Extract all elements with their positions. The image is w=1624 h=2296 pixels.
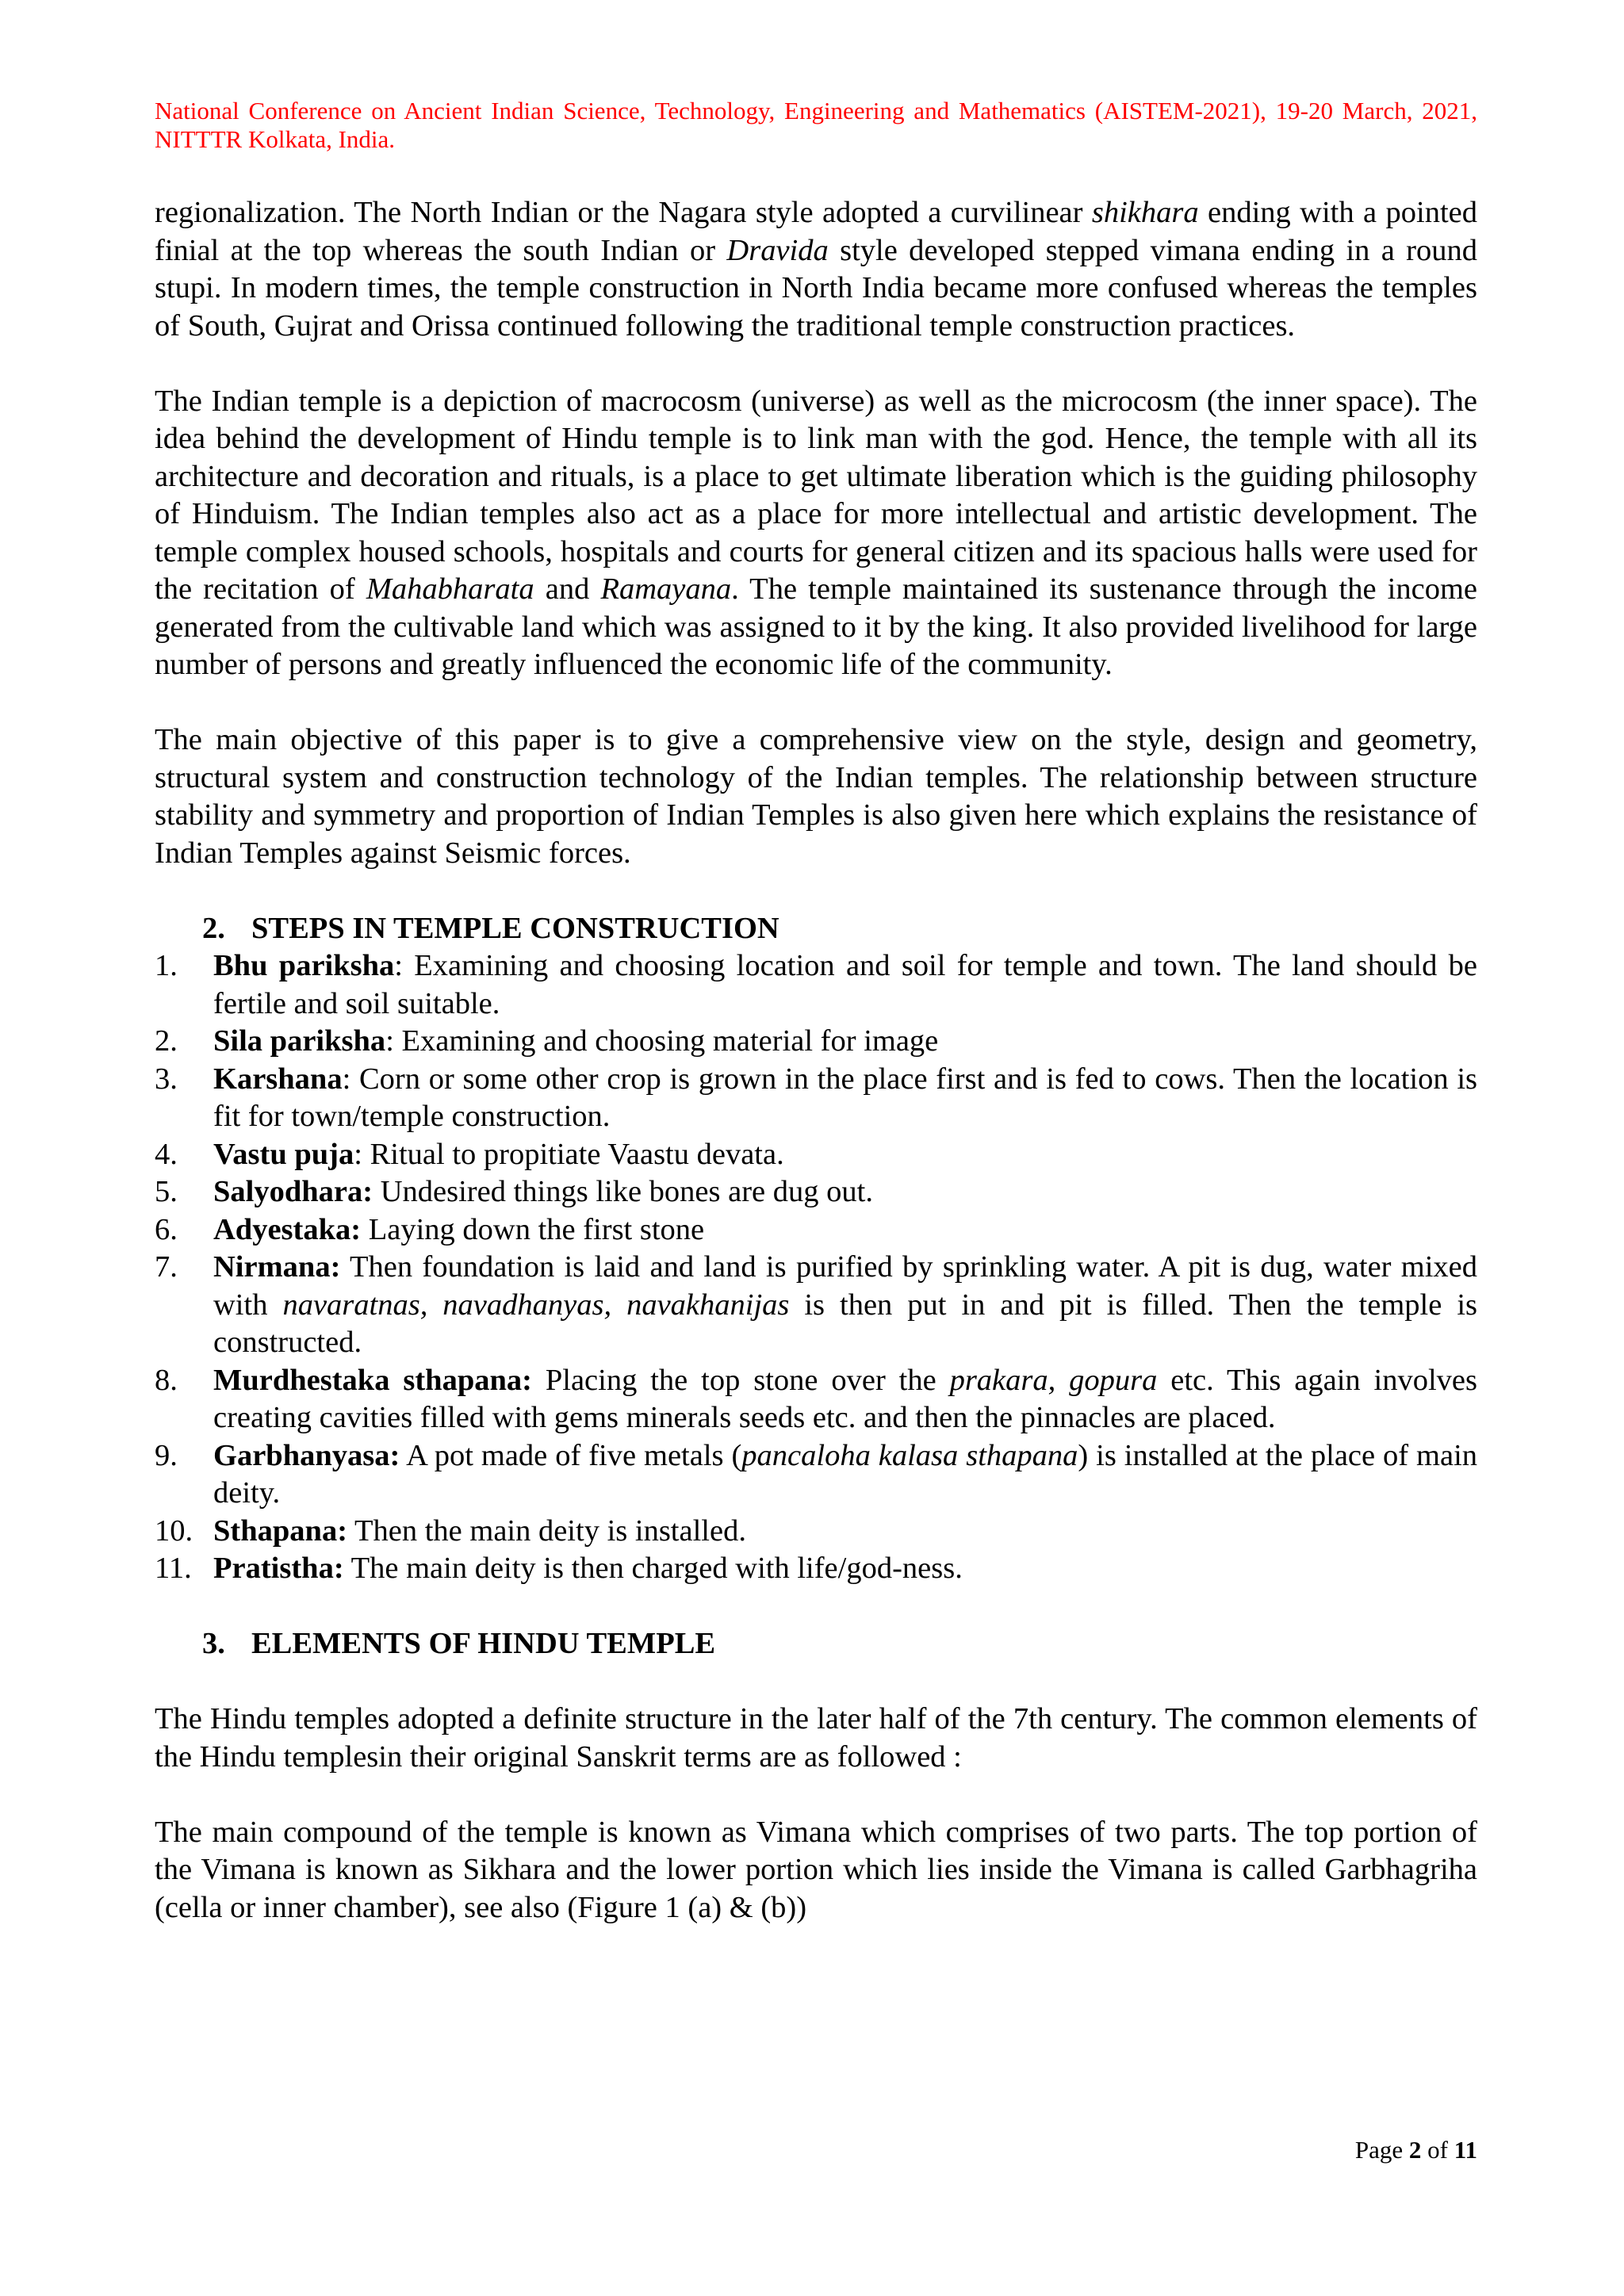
step-term: Garbhanyasa: [213, 1438, 400, 1472]
paragraph-objective: The main objective of this paper is to give a comprehensive view on the style, design and geometry, structural system and construction technology of the Indian temples. The relationship between structure stability and symmetry and proportion of Indian Temples is also given here which explains the resistance of Indian Temples against Seismic forces. [155, 723, 1477, 870]
steps-list [155, 947, 1477, 1588]
paragraph-vimana: The main compound of the temple is known as Vimana which comprises of two parts. The top portion of the Vimana is known as Sikhara and the lower portion which lies inside the Vimana is called Garbhagriha (cella or inner chamber), see also (Figure 1 (a) & (b)) [155, 1815, 1477, 1924]
total-page-count: 11 [1454, 2136, 1477, 2164]
step-text: The main deity is then charged with life/god-ness. [343, 1552, 963, 1585]
italic-term: shikhara [1091, 196, 1199, 229]
list-number: 6. [155, 1212, 178, 1246]
step-term: Nirmana: [213, 1250, 341, 1284]
section-number: 3. [202, 1627, 225, 1660]
section-heading-elements [155, 1625, 1477, 1663]
step-text: Undesired things like bones are dug out. [373, 1175, 873, 1208]
list-number: 11. [155, 1552, 192, 1585]
step-term: Sila pariksha [213, 1024, 386, 1058]
list-number: 8. [155, 1363, 178, 1397]
section-heading-steps [155, 910, 1477, 948]
step-term: Murdhestaka sthapana: [213, 1363, 532, 1397]
list-item [155, 1249, 1477, 1362]
section-number: 2. [202, 911, 225, 945]
text-run: style developed stepped vimana ending in a round stupi. In modern times, the temple construction in North India became more confused whereas the temples of South, Gujrat and Orissa continued following the traditional temple construction practices. [155, 233, 1477, 342]
footer-text: Page [1354, 2136, 1409, 2164]
italic-term: Mahabharata [366, 572, 534, 606]
section-title: ELEMENTS OF HINDU TEMPLE [251, 1627, 716, 1660]
conference-header-text: National Conference on Ancient Indian Science, Technology, Engineering and Mathematics (AISTEM-2021), 19-20 March, 2021, NITTTR Kolkata, India. [155, 97, 1477, 153]
italic-term: Ramayana [600, 572, 732, 606]
step-term: Sthapana: [213, 1513, 348, 1548]
list-number: 4. [155, 1137, 178, 1171]
italic-term: navaratnas, navadhanyas, navakhanijas [282, 1288, 790, 1322]
list-number: 1. [155, 949, 178, 982]
paragraph-regionalization [155, 194, 1477, 345]
list-item [155, 1136, 1477, 1174]
list-item [155, 1173, 1477, 1211]
list-number: 7. [155, 1250, 178, 1284]
list-item [155, 1550, 1477, 1588]
page-number-footer [1355, 2136, 1477, 2164]
list-number: 9. [155, 1438, 178, 1472]
step-text: : Ritual to propitiate Vaastu devata. [354, 1137, 784, 1171]
step-text: : Examining and choosing material for image [385, 1024, 939, 1058]
current-page-number: 2 [1408, 2136, 1422, 2164]
step-text: : Examining and choosing location and soil for temple and town. The land should be fertile and soil suitable. [213, 949, 1477, 1020]
text-run: . The temple maintained its sustenance through the income generated from the cultivable land which was assigned to it by the king. It also provided livelihood for large number of persons and greatly influenced the economic life of the community. [155, 572, 1477, 681]
italic-term: Dravida [726, 233, 829, 267]
step-term: Adyestaka: [213, 1212, 362, 1246]
paragraph-hindu-temples: The Hindu temples adopted a definite structure in the later half of the 7th century. The common elements of the Hindu templesin their original Sanskrit terms are as followed : [155, 1702, 1477, 1774]
step-text: Laying down the first stone [361, 1212, 705, 1246]
list-item [155, 1061, 1477, 1136]
step-term: Salyodhara: [213, 1175, 373, 1208]
step-text: ) is installed at the place of main deity. [213, 1438, 1478, 1510]
step-term: Karshana [213, 1062, 343, 1096]
list-number: 3. [155, 1062, 178, 1096]
footer-text: of [1421, 2136, 1454, 2164]
italic-term: prakara, gopura [949, 1363, 1158, 1397]
paragraph-indian-temple [155, 383, 1477, 684]
list-number: 10. [155, 1513, 193, 1548]
list-item [155, 1362, 1477, 1437]
step-text: : Corn or some other crop is grown in the place first and is fed to cows. Then the location is fit for town/temple construction. [213, 1062, 1477, 1133]
step-text: etc. This again involves creating cavities filled with gems minerals seeds etc. and then the pinnacles are placed. [213, 1363, 1477, 1434]
page-body [155, 194, 1477, 1927]
list-number: 5. [155, 1175, 178, 1208]
step-term: Pratistha: [213, 1552, 344, 1585]
step-text: Then the main deity is installed. [347, 1513, 746, 1548]
text-run: regionalization. The North Indian or the Nagara style adopted a curvilinear [155, 196, 1092, 229]
list-number: 2. [155, 1024, 178, 1058]
step-text: Then foundation is laid and land is purified by sprinkling water. A pit is dug, water mixed with [213, 1250, 1477, 1322]
section-title: STEPS IN TEMPLE CONSTRUCTION [251, 911, 779, 945]
step-term: Bhu pariksha [213, 949, 395, 982]
italic-term: pancaloha kalasa sthapana [741, 1438, 1078, 1472]
list-item [155, 1513, 1477, 1551]
step-text: is then put in and pit is filled. Then the temple is constructed. [213, 1288, 1477, 1359]
list-item [155, 947, 1477, 1023]
list-item [155, 1023, 1477, 1061]
text-run: ending with a pointed finial at the top whereas the south Indian or [155, 196, 1477, 267]
text-run: and [534, 572, 601, 606]
list-item [155, 1211, 1477, 1249]
step-text: Placing the top stone over the [531, 1363, 950, 1397]
conference-header [155, 97, 1477, 154]
step-term: Vastu puja [213, 1137, 354, 1171]
list-item [155, 1437, 1477, 1513]
text-run: The Indian temple is a depiction of macrocosm (universe) as well as the microcosm (the inner space). The idea behind the development of Hindu temple is to link man with the god. Hence, the temple with all its architecture and decoration and rituals, is a place to get ultimate liberation which is the guiding philosophy of Hinduism. The Indian temples also act as a place for more intellectual and artistic development. The temple complex housed schools, hospitals and courts for general citizen and its spacious halls were used for the recitation of [155, 384, 1477, 606]
step-text: A pot made of five metals ( [400, 1438, 742, 1472]
